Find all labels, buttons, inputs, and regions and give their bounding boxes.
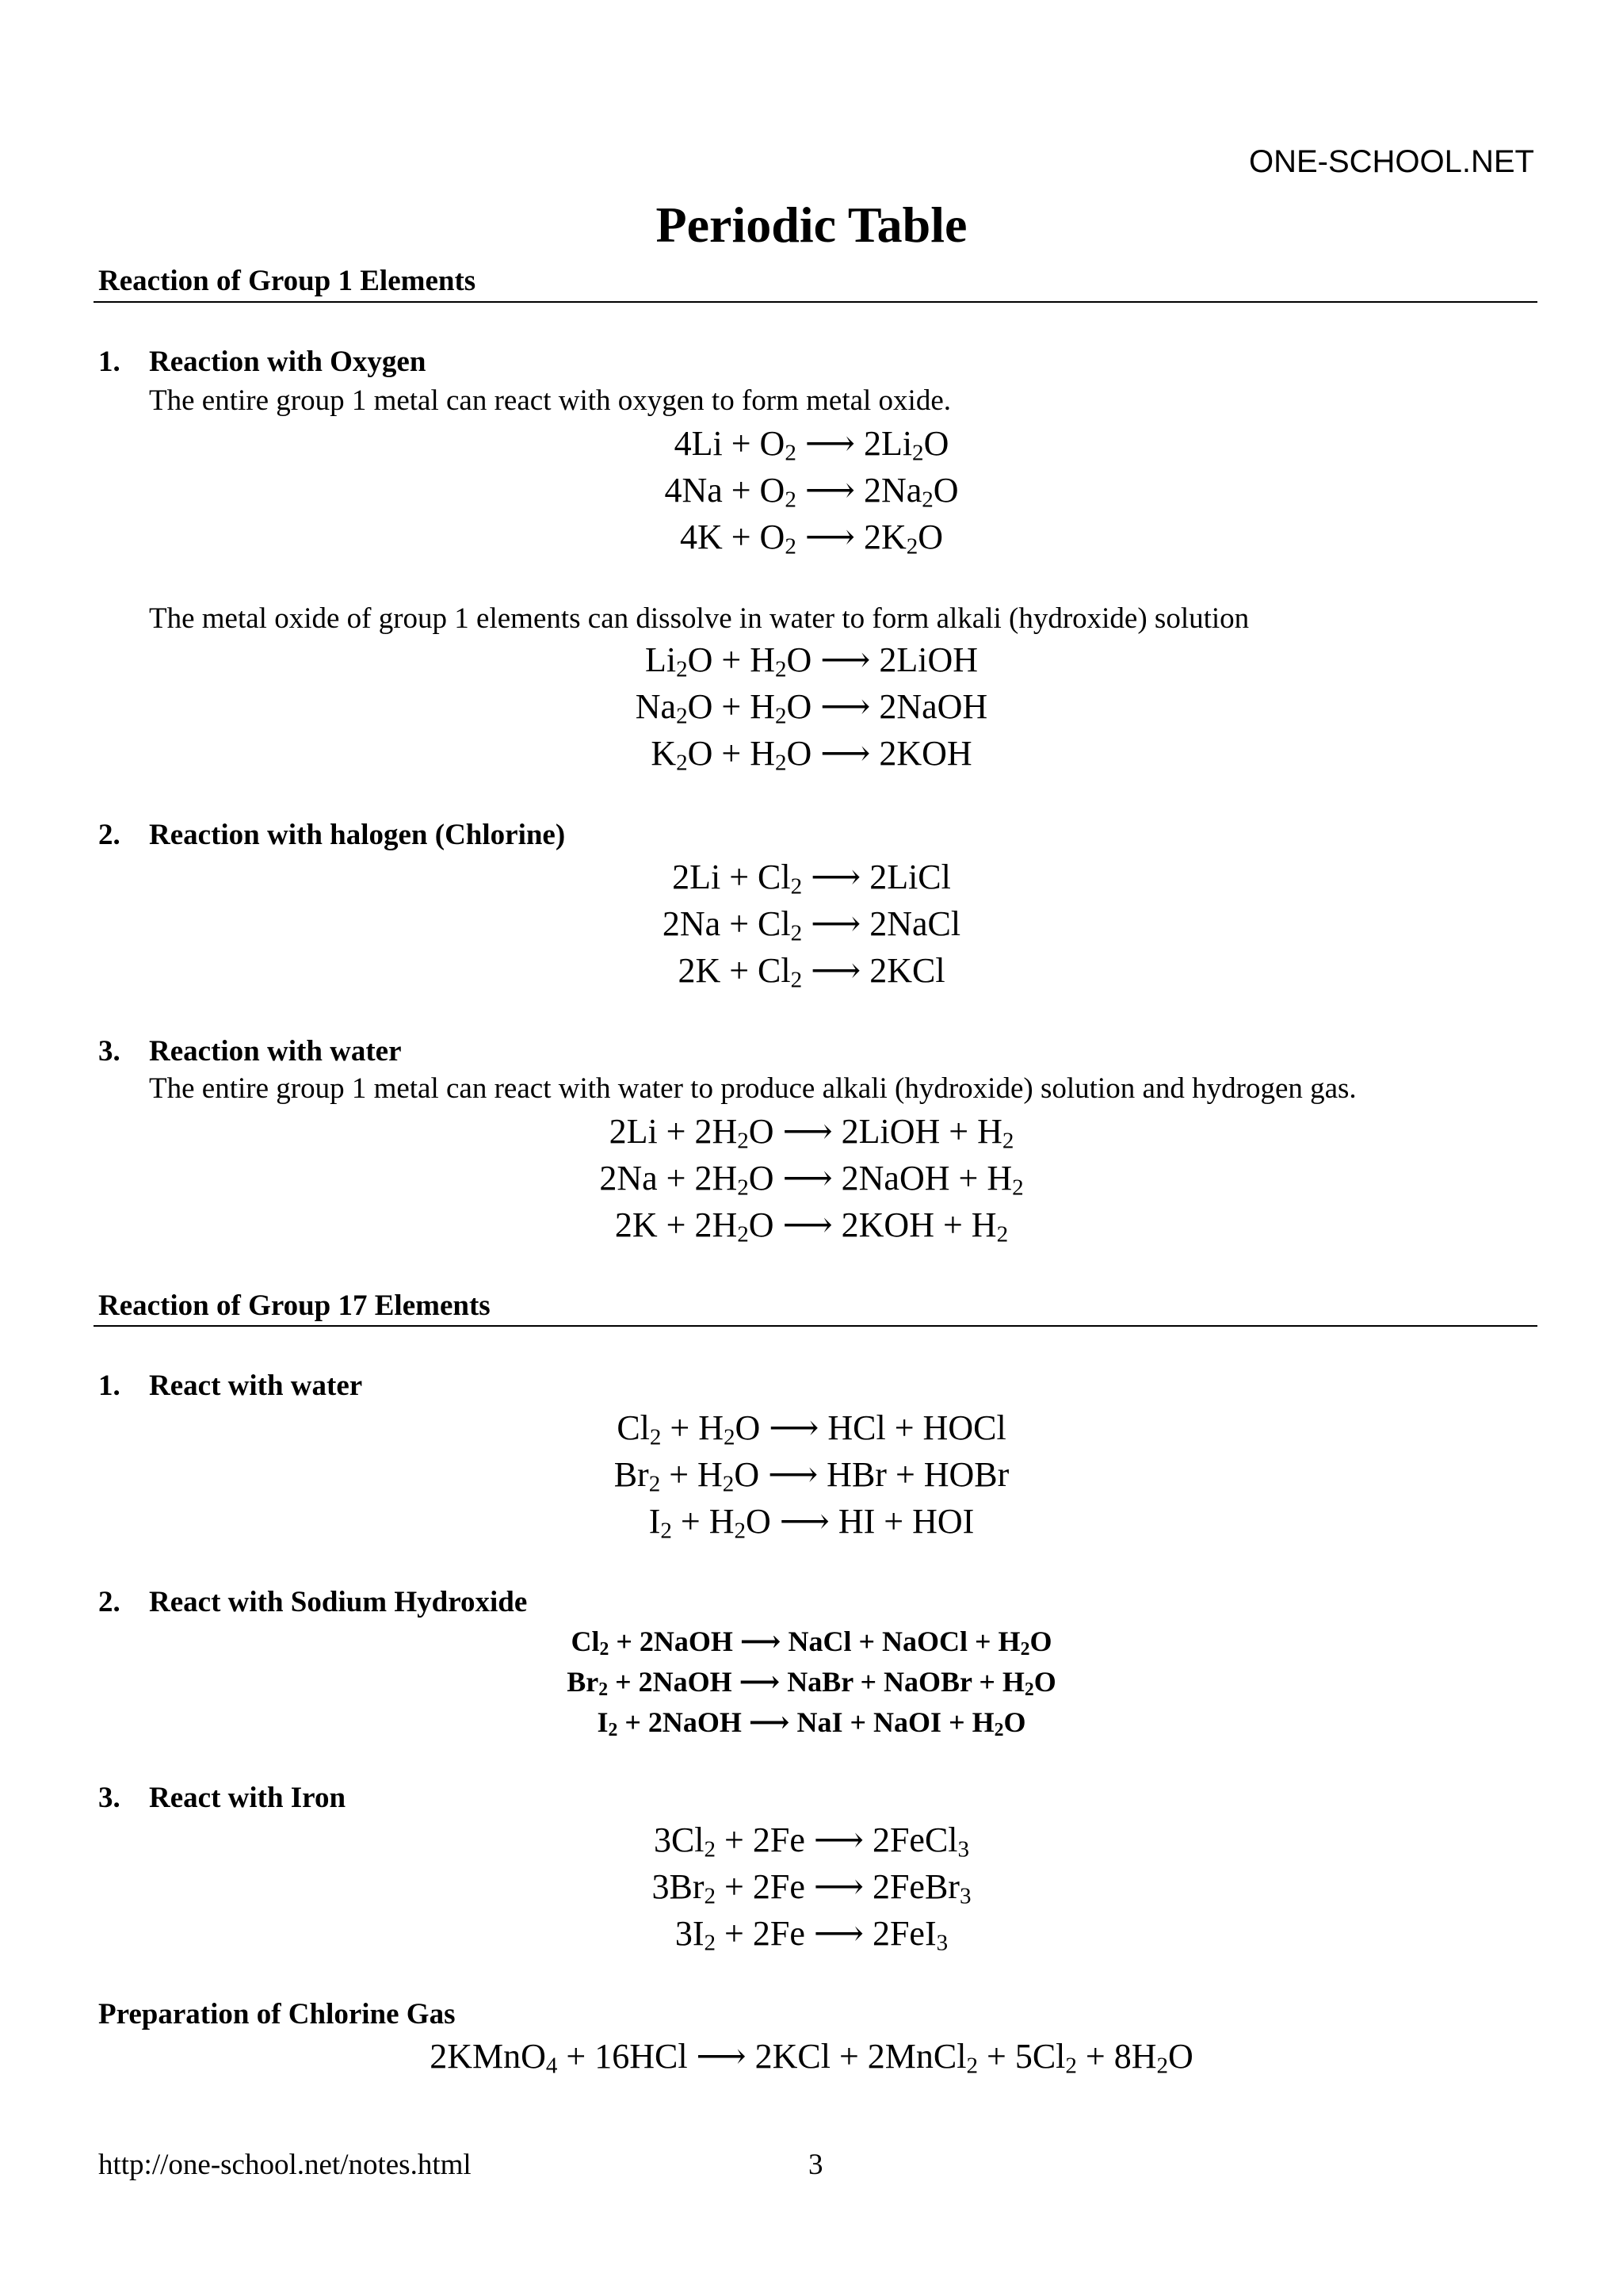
equation: 2KMnO$_4$ + 16HCl ⟶ 2KCl + 2MnCl$_2$ + $5Cl_2 + 8H_2O$	[430, 2037, 1193, 2079]
item-number: 3.	[98, 1035, 120, 1068]
paragraph-oxygen: The entire group 1 metal can react with oxygen to form metal oxide.	[149, 384, 952, 417]
section-heading-group1: Reaction of Group 1 Elements	[98, 265, 476, 297]
equation: $2Li + Cl_2$ ⟶ 2LiCl	[672, 858, 951, 900]
equation: $Br_2$ + 2NaOH ⟶ NaBr + NaOBr + $H_2O$	[567, 1666, 1056, 1701]
equation-block-metal-oxide	[0, 636, 1623, 777]
equation: $3Br_2 + 2Fe$ ⟶ 2FeBr$_3$	[651, 1867, 972, 1909]
section-heading-group17: Reaction of Group 17 Elements	[98, 1289, 491, 1322]
equation: $I_2$ + 2NaOH ⟶ NaI + NaOI + $H_2O$	[597, 1706, 1026, 1741]
equation: $2Li + 2H_2O$ ⟶ 2LiOH + $H_2$	[609, 1112, 1014, 1154]
item-number: 1.	[98, 346, 120, 378]
equation: $I_2 + H_2O$ ⟶ HI + HOI	[648, 1502, 975, 1544]
equation: $Na_2O + H_2O$ ⟶ 2NaOH	[635, 687, 988, 729]
subheading-reaction-halogen	[98, 820, 565, 850]
equation-block-naoh	[0, 1622, 1623, 1743]
site-name: ONE-SCHOOL.NET	[1248, 144, 1534, 179]
subheading-label: React with Iron	[149, 1782, 346, 1814]
equation-block-halogen	[0, 854, 1623, 994]
subheading-label: Reaction with Oxygen	[149, 346, 426, 378]
paragraph-water: The entire group 1 metal can react with water to produce alkali (hydroxide) solution and hydrogen gas.	[149, 1072, 1357, 1105]
equation-block-chlorine-prep	[0, 2033, 1623, 2080]
equation: $3Cl_2 + 2Fe$ ⟶ 2FeCl$_3$	[653, 1820, 970, 1862]
footer-url[interactable]: http://one-school.net/notes.html	[98, 2149, 472, 2181]
item-number: 3.	[98, 1782, 120, 1814]
subheading-reaction-oxygen	[98, 347, 426, 376]
subheading-reaction-water	[98, 1037, 402, 1066]
subheading-label: React with Sodium Hydroxide	[149, 1586, 528, 1618]
paragraph-metal-oxide: The metal oxide of group 1 elements can dissolve in water to form alkali (hydroxide) solution	[149, 602, 1250, 635]
equation: $Br_2 + H_2O$ ⟶ HBr + HOBr	[613, 1455, 1010, 1497]
subheading-label: React with water	[149, 1370, 363, 1402]
equation: $2K + Cl_2$ ⟶ 2KCl	[678, 951, 945, 993]
section-divider	[94, 301, 1537, 303]
subheading-label: Reaction with water	[149, 1035, 402, 1068]
equation-block-water	[0, 1108, 1623, 1248]
equation-block-halogen-water	[0, 1404, 1623, 1545]
equation: $Li_2O + H_2O$ ⟶ 2LiOH	[644, 640, 979, 682]
equation: $4Li + O_2$ ⟶ $2Li_2O$	[674, 424, 949, 466]
equation-block-iron	[0, 1817, 1623, 1957]
subheading-react-naoh	[98, 1587, 527, 1617]
equation-block-oxygen	[0, 420, 1623, 560]
equation: $Cl_2$ + 2NaOH ⟶ NaCl + NaOCl + $H_2O$	[571, 1626, 1052, 1660]
equation: $K_2O + H_2O$ ⟶ 2KOH	[651, 734, 972, 776]
page-number: 3	[808, 2149, 823, 2181]
subheading-react-water	[98, 1371, 362, 1400]
item-number: 1.	[98, 1370, 120, 1402]
equation: $2Na + 2H_2O$ ⟶ 2NaOH + $H_2$	[599, 1159, 1024, 1201]
item-number: 2.	[98, 1586, 120, 1618]
page-title: Periodic Table	[655, 197, 968, 253]
item-number: 2.	[98, 819, 120, 851]
section-heading-chlorine-prep: Preparation of Chlorine Gas	[98, 1998, 456, 2030]
subheading-react-iron	[98, 1783, 346, 1813]
equation: $2Na + Cl_2$ ⟶ 2NaCl	[662, 904, 961, 946]
subheading-label: Reaction with halogen (Chlorine)	[149, 819, 566, 851]
equation: $Cl_2 + H_2O$ ⟶ HCl + HOCl	[617, 1408, 1006, 1450]
equation: $4K + O_2$ ⟶ $2K_2O$	[679, 518, 944, 560]
equation: $3I_2 + 2Fe$ ⟶ 2FeI$_3$	[674, 1914, 949, 1956]
equation: $4Na + O_2$ ⟶ $2Na_2O$	[664, 471, 959, 513]
equation: $2K + 2H_2O$ ⟶ $2KOH + H_2$	[614, 1205, 1009, 1247]
section-divider	[94, 1325, 1537, 1327]
